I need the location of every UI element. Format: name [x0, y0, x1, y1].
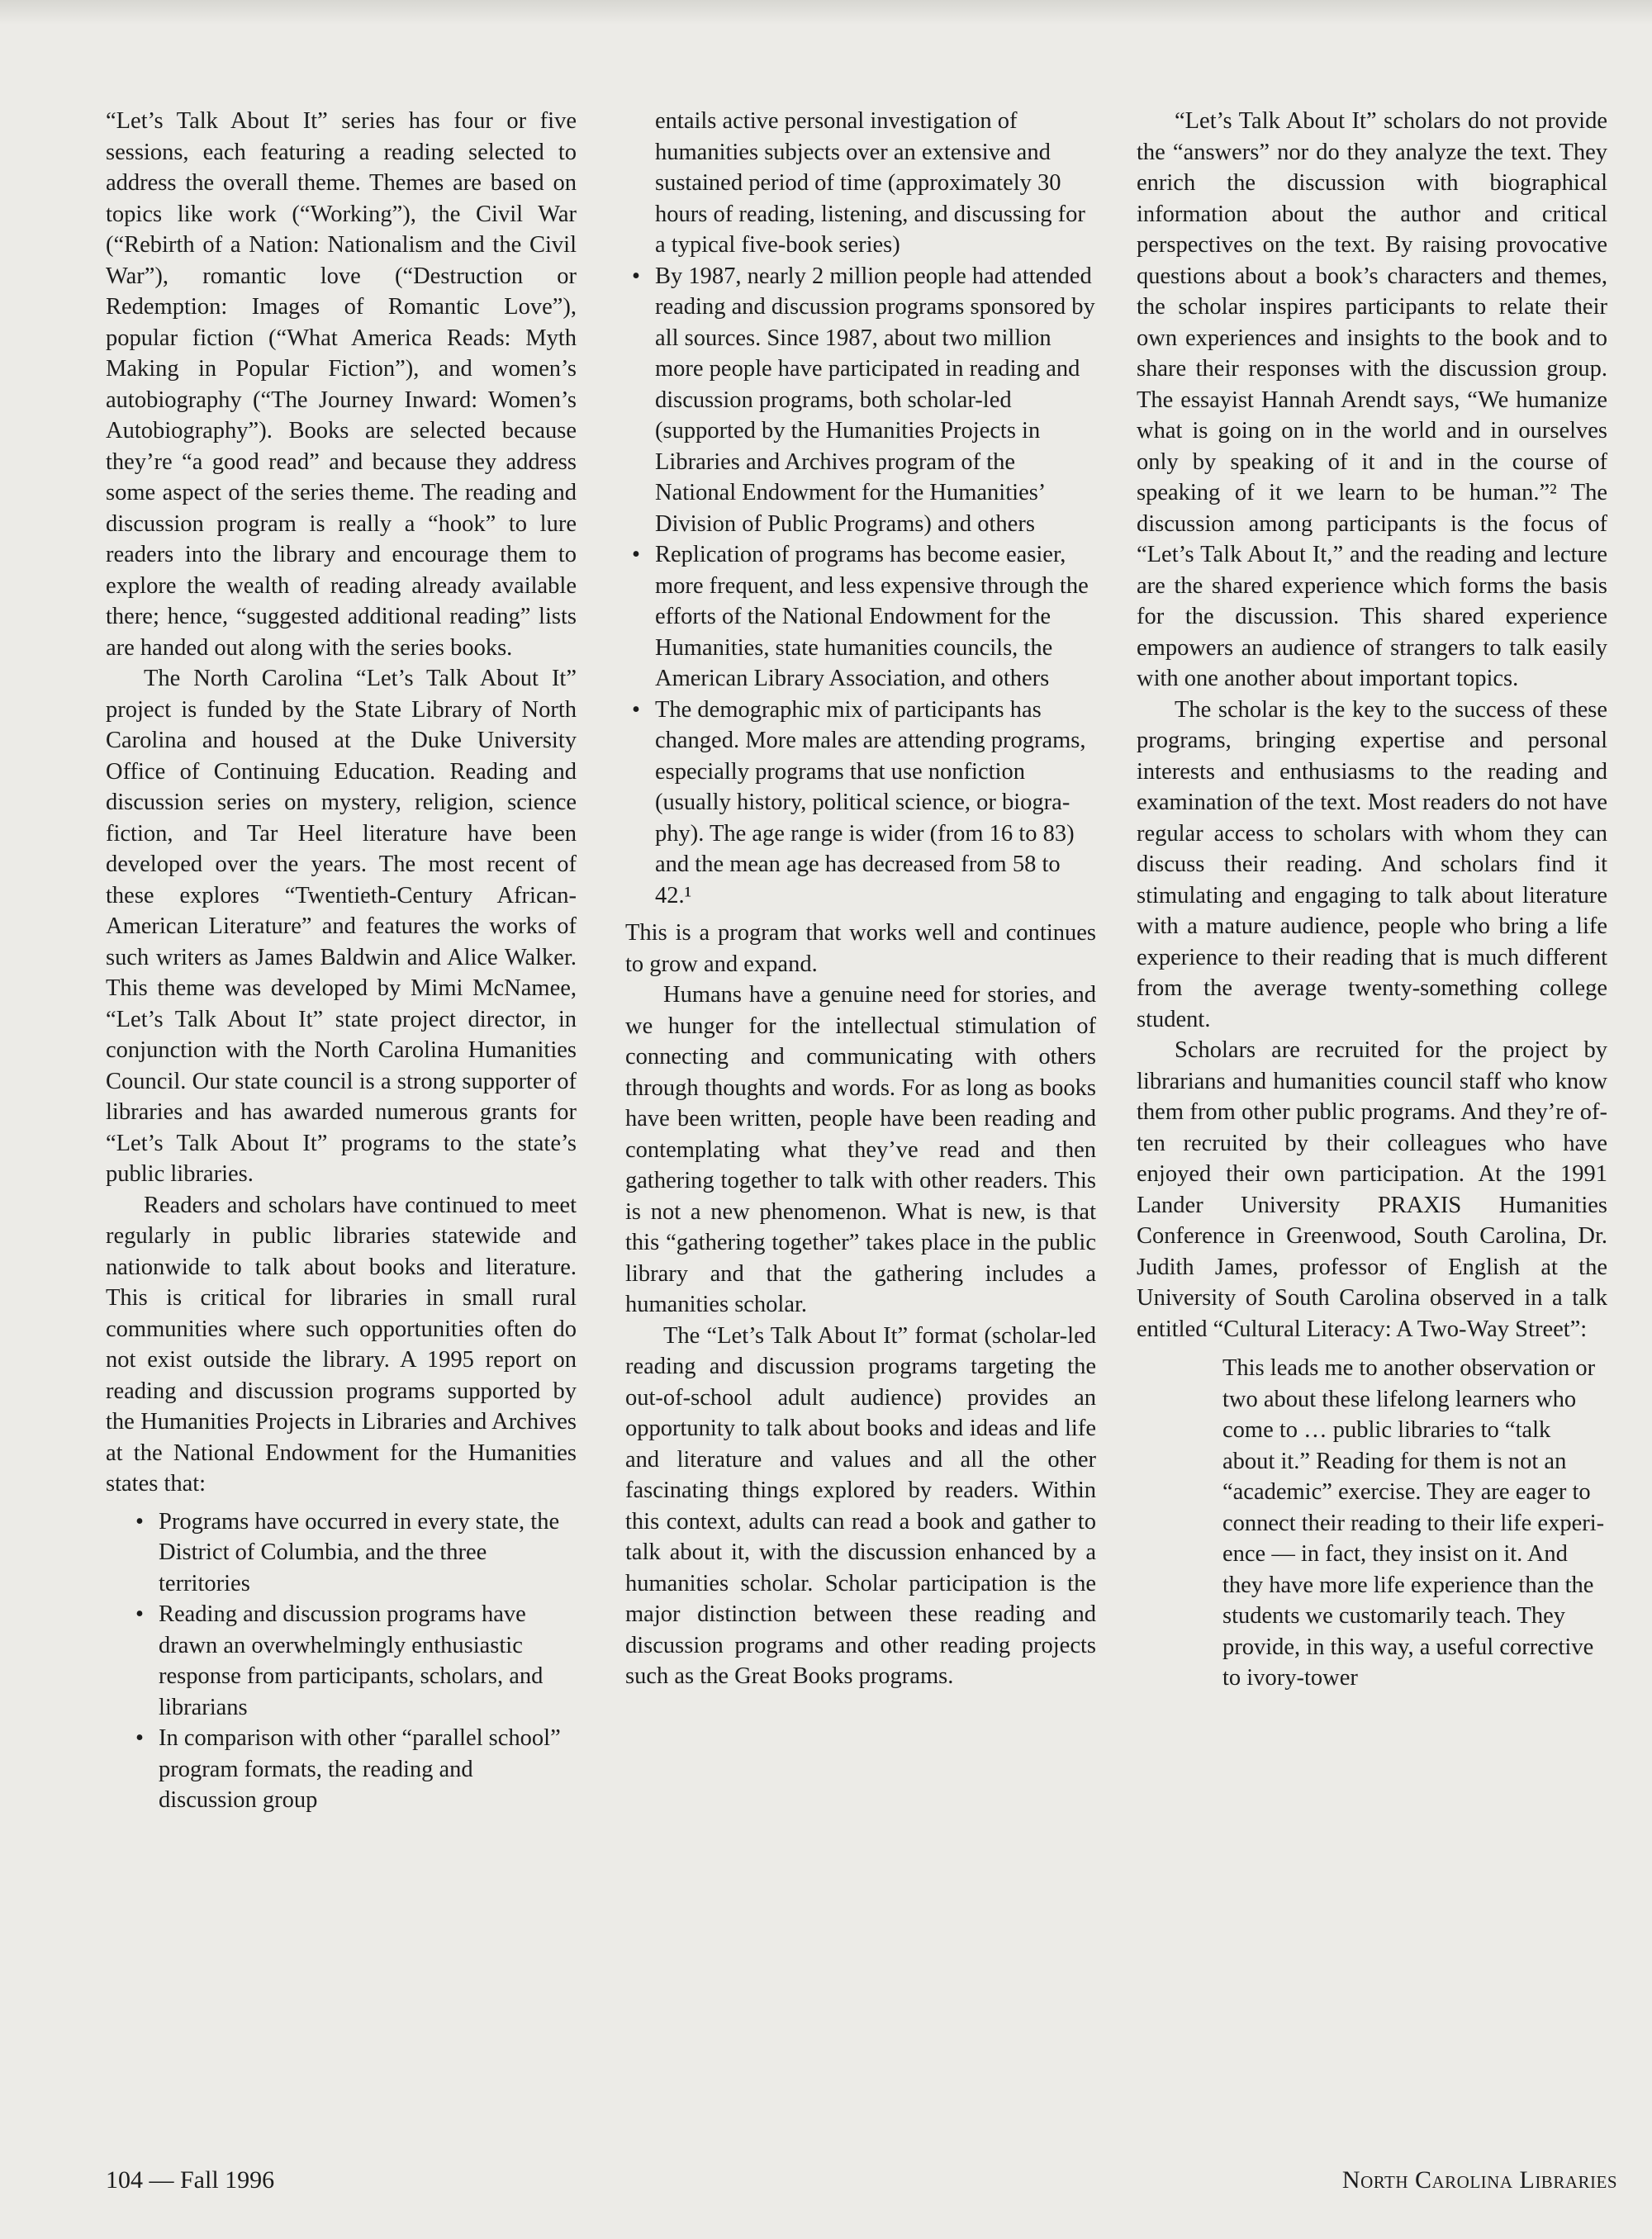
column-3	[1137, 106, 1607, 1694]
paragraph: Scholars are recruited for the project by librarians and humanities council staff who know them from other public programs. And they’re often recruited by their colleagues who have enjoyed their own participation. At the 1991 Lander University PRAXIS Humanities Conference in Greenwood, South Carolina, Dr. Judith James, professor of English at the University of South Carolina observed in a talk entitled “Cultural Literacy: A Two-Way Street”:	[1137, 1037, 1607, 1342]
paragraph: The “Let’s Talk About It” format (scholar-led reading and discussion programs targeting the out-of-school adult audience) provides an opportunity to talk about books and ideas and life and literature and values and all the other fascinating things explored by readers. Within this context, adults can read a book and gather to talk about it, with the discussion enhanced by a humanities scholar. Scholar participation is the major distinction between these reading and discussion programs and other reading projects such as the Great Books programs.	[625, 1322, 1096, 1689]
bullet-icon: •	[135, 1601, 144, 1627]
page-folio: 104 — Fall 1996	[106, 2166, 275, 2194]
bullet-icon: •	[632, 263, 640, 289]
journal-name: North Carolina Libraries	[1341, 2166, 1617, 2194]
list-item	[135, 1723, 577, 1816]
list-item-text: Programs have occurred in every state, the District of Columbia, and the three territories	[159, 1508, 560, 1596]
list-item	[135, 1599, 577, 1723]
paragraph: “Let’s Talk About It” series has four or five sessions, each featuring a reading selected to address the overall theme. Themes are based on topics like work (“Working”), the Civil War (“Rebirth of a Nation: Nationalism and the Civil War”), romantic love (“Destruction or Redemption: Images of Romantic Love”), popular fiction (“What America Reads: Myth Making in Popular Fiction”), and women’s autobiography (“The Journey Inward: Women’s Autobiography”). Books are selected because they’re “a good read” and because they address some aspect of the series theme. The reading and discussion program is really a “hook” to lure readers into the library and encourage them to explore the wealth of reading already available there; hence, “suggested additional reading” lists are handed out along with the series books.	[106, 108, 577, 661]
bullet-icon: •	[632, 542, 640, 567]
list-item-text: The demographic mix of participants has changed. More males are attending programs, especially programs that use nonfiction (usually history, political science, or biography). The age range is wider (from 16 to 83) and the mean age has decreased from 58 to 42.¹	[655, 696, 1086, 908]
paragraph: Readers and scholars have continued to meet regularly in public libraries statewide and nationwide to talk about books and literature. This is critical for libraries in small rural communities where such opportunities often do not exist outside the library. A 1995 report on reading and discussion programs supported by the Humanities Projects in Libraries and Archives at the National Endowment for the Humanities states that:	[106, 1192, 577, 1497]
list-item	[135, 1506, 577, 1600]
paragraph: Humans have a genuine need for stories, and we hunger for the intellectual stimulation of connecting and communicating with others through thoughts and words. For as long as books have been written, people have been reading and contemplating what they’ve read and then gathering together to talk with other readers. This is not a new phenomenon. What is new, is that this “gathering together” takes place in the public library and that the gathering includes a humanities scholar.	[625, 982, 1096, 1317]
list-item	[632, 261, 1096, 540]
bullet-icon: •	[632, 696, 640, 723]
bullet-list-continued	[625, 106, 1096, 911]
list-item-continued	[655, 106, 1096, 261]
column-1	[106, 106, 577, 1816]
paragraph: The North Carolina “Let’s Talk About It” project is funded by the State Library of North Carolina and housed at the Duke University Office of Continuing Education. Reading and discussion series on mystery, religion, science fiction, and Tar Heel literature have been developed over the years. The most recent of these explores “Twentieth-Century African-American Literature” and features the works of such writers as James Baldwin and Alice Walker. This theme was developed by Mimi McNamee, “Let’s Talk About It” state project director, in conjunction with the North Carolina Humanities Council. Our state council is a strong supporter of libraries and has awarded numerous grants for “Let’s Talk About It” programs to the state’s public libraries.	[106, 666, 577, 1187]
bullet-icon: •	[135, 1508, 144, 1535]
paragraph: This is a program that works well and continues to grow and expand.	[625, 920, 1096, 977]
column-2	[625, 106, 1096, 1692]
paragraph: “Let’s Talk About It” scholars do not provide the “answers” nor do they analyze the text. They enrich the discussion with biographical information about the author and critical perspectives on the text. By raising provocative questions about a book’s characters and themes, the scholar inspires participants to relate their own experiences and insights to the book and to share their responses with the discussion group. The essayist Hannah Arendt says, “We humanize what is going on in the world and in ourselves only by speaking of it and in the course of speaking of it we learn to be human.”² The discussion among participants is the focus of “Let’s Talk About It,” and the reading and lecture are the shared experience which forms the basis for the discussion. This shared experience empowers an audience of strangers to talk easily with one another about important topics.	[1137, 108, 1607, 691]
paragraph: The scholar is the key to the success of these programs, bringing expertise and personal interests and enthusiasms to the reading and examination of the text. Most readers do not have regular access to scholars with whom they can discuss their reading. And scholars find it stimulating and engaging to talk about literature with a mature audience, people who bring a life experience to their reading that is much different from the average twenty-something college student.	[1137, 696, 1607, 1032]
bullet-list	[106, 1506, 577, 1816]
list-item	[632, 695, 1096, 912]
list-item-text: By 1987, nearly 2 million people had attended reading and discussion programs sponsored by all sources. Since 1987, about two million more people have participated in reading and discussion programs, both scholar-led (supported by the Humanities Projects in Libraries and Archives program of the National Endowment for the Humanities’ Division of Public Programs) and others	[655, 263, 1095, 537]
list-item-text: In comparison with other “parallel school” program formats, the reading and discussion group	[159, 1725, 561, 1813]
bullet-icon: •	[135, 1725, 144, 1751]
list-item-text: Reading and discussion programs have drawn an overwhelmingly enthusiastic response from participants, scholars, and librarians	[159, 1601, 544, 1720]
list-item-text: Replication of programs has become easier, more frequent, and less expensive through the efforts of the National Endowment for the Humanities, state humanities councils, the American Library Association, and others	[655, 542, 1089, 691]
block-quote: This leads me to another observation or two about these lifelong learners who come to … public libraries to “talk about it.” Reading for them is not an “academic” exercise. They are eager to connect their reading to their life experience — in fact, they insist on it. And they have more life experience than the students we customarily teach. They provide, in this way, a useful corrective to ivory-tower	[1222, 1355, 1605, 1691]
list-item-text: entails active personal investigation of humanities subjects over an extensive and sustained period of time (approximately 30 hours of reading, listening, and discussing for a typical five-book series)	[655, 108, 1085, 258]
page-top-shadow	[0, 0, 1652, 25]
list-item	[632, 539, 1096, 695]
